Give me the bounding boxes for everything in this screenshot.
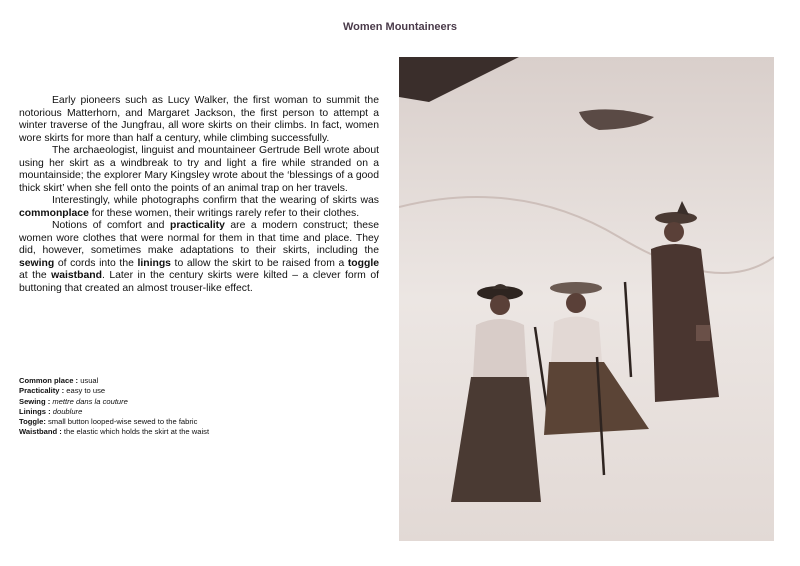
glossary-term: Linings :	[19, 406, 51, 416]
glossary-definition: small button looped-wise sewed to the fabric	[45, 417, 198, 427]
glossary-definition: the elastic which holds the skirt at the waist	[61, 427, 210, 437]
p3-text-c: for these women, their writings rarely refer to their clothes.	[88, 207, 360, 219]
p4-text-k: . Later in the century skirts were kilted – a clever form of buttoning that created an almost trouser-like effect.	[19, 270, 379, 294]
p4-text-e: of cords into the	[54, 257, 138, 269]
snow-background	[399, 57, 774, 541]
mountaineers-photo	[399, 57, 774, 541]
paragraph-1: Early pioneers such as Lucy Walker, the first woman to summit the notorious Matterhorn, and Margaret Jackson, the first person to attempt a winter traverse of the Jungfrau, all wore skirts on their climbs. In fact, women wore skirts for more than half a century, while climbing successfully.	[19, 95, 379, 144]
keyword-commonplace: commonplace	[19, 207, 89, 219]
mountaineers-illustration	[399, 57, 774, 541]
p4-text-c: are a modern construct; these women wore clothes that were normal for them in that time and place. They did, however, sometimes make adaptations to their skirts, including the	[19, 220, 379, 256]
glossary-definition: doublure	[50, 406, 83, 416]
glossary-term: Toggle:	[19, 417, 46, 427]
article-body	[19, 95, 379, 295]
glossary-definition: usual	[78, 376, 99, 385]
glossary-definition: easy to use	[64, 386, 106, 396]
keyword-toggle: toggle	[347, 257, 379, 269]
page-title: Women Mountaineers	[342, 21, 458, 33]
glossary-term: Practicality :	[19, 386, 65, 396]
keyword-sewing: sewing	[19, 257, 55, 269]
paragraph-3	[19, 195, 379, 220]
glossary-term: Common place :	[19, 376, 79, 385]
paragraph-4	[19, 220, 379, 295]
glossary-entry	[19, 417, 389, 427]
glossary	[19, 376, 389, 438]
glossary-term: Sewing :	[19, 396, 51, 406]
glossary-entry	[19, 376, 389, 386]
p4-text-i: at the	[19, 270, 52, 281]
glossary-entry	[19, 407, 389, 417]
glossary-entry	[19, 397, 389, 407]
p4-text-g: to allow the skirt to be raised from a	[170, 257, 348, 269]
glossary-entry	[19, 427, 389, 437]
glossary-term: Waistband :	[19, 427, 62, 437]
keyword-linings: linings	[137, 257, 171, 269]
p3-text-a: Interestingly, while photographs confirm that the wearing of skirts was	[52, 195, 379, 206]
glossary-entry	[19, 386, 389, 396]
paragraph-2: The archaeologist, linguist and mountaineer Gertrude Bell wrote about using her skirt as a windbreak to try and light a fire while stranded on a mountainside; the explorer Mary Kingsley wrote about the ‘blessings of a good thick skirt’ when she fell onto the points of an animal trap on her travels.	[19, 145, 379, 194]
p4-text-a: Notions of comfort and	[52, 220, 170, 231]
keyword-practicality: practicality	[169, 220, 225, 231]
glossary-definition: mettre dans la couture	[50, 396, 128, 406]
keyword-waistband: waistband	[51, 270, 102, 281]
